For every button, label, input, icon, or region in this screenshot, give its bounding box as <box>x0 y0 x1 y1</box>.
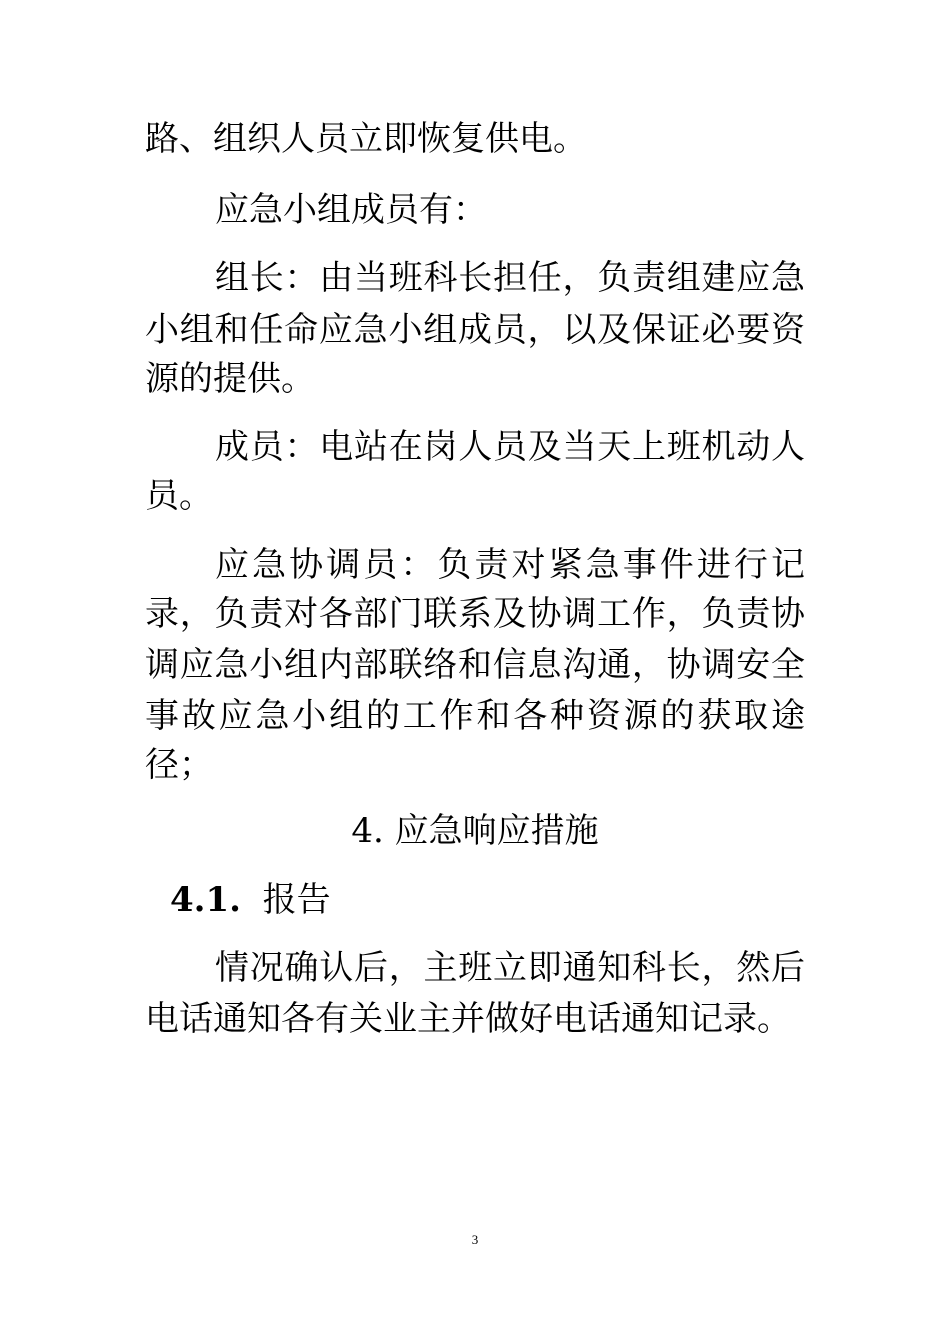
paragraph-line: 路、组织人员立即恢复供电。 <box>145 119 587 159</box>
subsection-heading <box>170 880 570 920</box>
subsection-number: 4.1. <box>170 880 241 920</box>
page-number: 3 <box>471 1232 479 1247</box>
paragraph-line: 员。 <box>145 476 213 516</box>
paragraph-line: 录，负责对各部门联系及协调工作，负责协 <box>145 594 805 634</box>
paragraph-line: 源的提供。 <box>145 359 315 399</box>
paragraph-line: 应急协调员：负责对紧急事件进行记 <box>215 545 805 585</box>
paragraph-line: 事故应急小组的工作和各种资源的获取途 <box>145 696 805 736</box>
paragraph-line: 组长：由当班科长担任，负责组建应急 <box>215 258 805 298</box>
paragraph-line: 小组和任命应急小组成员，以及保证必要资 <box>145 310 805 350</box>
paragraph-line: 应急小组成员有： <box>215 190 487 230</box>
paragraph-line: 成员：电站在岗人员及当天上班机动人 <box>215 427 805 467</box>
subsection-title: 报告 <box>262 880 331 920</box>
paragraph-line: 径； <box>145 745 213 785</box>
paragraph-line: 情况确认后，主班立即通知科长，然后 <box>215 948 805 988</box>
paragraph-line: 调应急小组内部联络和信息沟通，协调安全 <box>145 645 805 685</box>
section-heading: 4. 应急响应措施 <box>351 811 599 851</box>
paragraph-line: 电话通知各有关业主并做好电话通知记录。 <box>145 999 791 1039</box>
